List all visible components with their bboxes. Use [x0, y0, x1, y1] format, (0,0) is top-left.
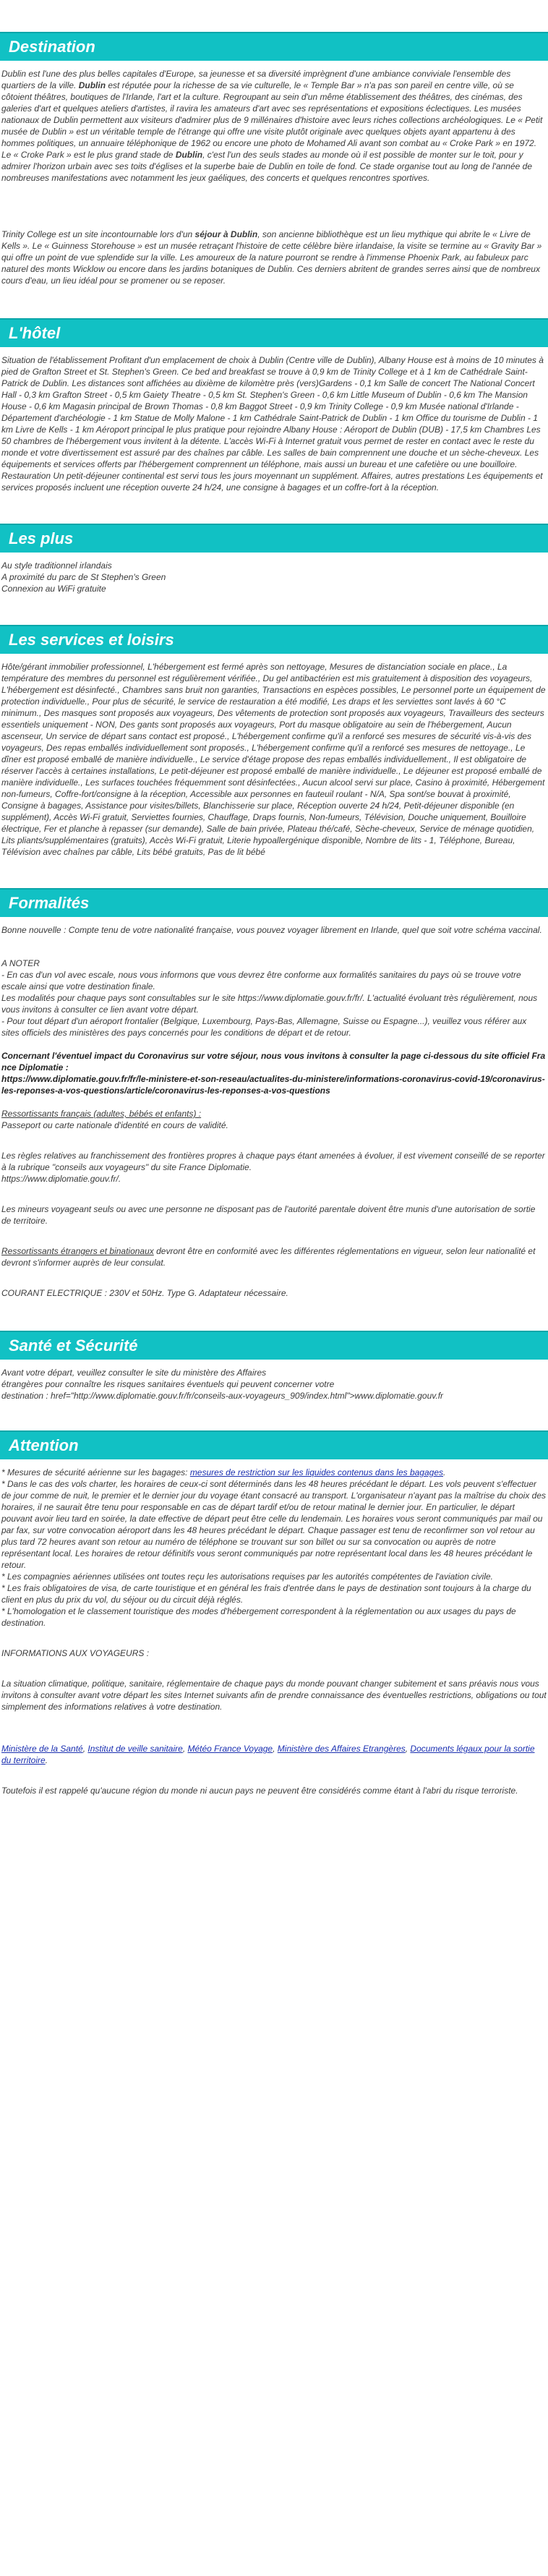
electric-current-text: COURANT ELECTRIQUE : 230V et 50Hz. Type G. Adaptateur nécessaire.: [1, 1288, 288, 1298]
formalites-heading: Formalités: [0, 888, 548, 917]
meteo-france-link[interactable]: Météo France Voyage: [187, 1744, 273, 1754]
health-ministry-link[interactable]: Ministère de la Santé: [1, 1744, 83, 1754]
destination-bold: Dublin: [175, 150, 203, 160]
info-voyageurs-label: INFORMATIONS AUX VOYAGEURS :: [1, 1648, 150, 1658]
plus-heading: Les plus: [0, 524, 548, 553]
attention-heading: Attention: [0, 1430, 548, 1459]
foreign-nationals-body: devront être en conformité avec les différentes réglementations en vigueur, selon leur nationalité et devront s'informer auprès de leur consulat.: [1, 1246, 536, 1268]
french-nationals-label: Ressortissants français (adultes, bébés et enfants) :: [1, 1109, 202, 1119]
attention-text-part: .: [443, 1467, 446, 1477]
destination-text-part: Dublin est l'une des plus belles capitales d'Europe, sa jeunesse et sa diversité imprègnent d'une ambiance conviviale l'ensemble des quartiers de la ville.: [1, 69, 511, 90]
terrorism-notice: Toutefois il est rappelé qu'aucune région du monde ni aucun pays ne peuvent être considérés comme étant à l'abri du risque terroriste.: [1, 1786, 518, 1796]
sante-heading: Santé et Sécurité: [0, 1331, 548, 1360]
destination-text-part: Trinity College est un site incontournable lors d'un: [1, 229, 195, 239]
info-voyageurs-text: La situation climatique, politique, sanitaire, réglementaire de chaque pays du monde pouvant changer subitement et sans préavis nous vous invitons à consulter avant votre départ les sites Internet suivants afin de prendre connaissance des éventuelles restrictions, obligations ou tout simplement des informations relatives à votre destination.: [1, 1679, 547, 1712]
formalites-intro: Bonne nouvelle : Compte tenu de votre nationalité française, vous pouvez voyager librement en Irlande, quel que soit votre schéma vaccinal.: [1, 925, 542, 935]
destination-text-part: , son ancienne bibliothèque est un lieu mythique qui abrite le « Livre de Kells ». Le « Guinness Storehouse » est un musée retraçant l'histoire de cette célèbre bière irlandaise, la visite se termine au « Gravity Bar » qui offre un point de vue splendide sur la ville. Les amoureux de la nature pourront se rendre à l'immense Phoenix Park, au fabuleux parc naturel des monts Wicklow ou encore dans les jardins botaniques de Dublin. Ces derniers abritent de grandes serres ainsi que de nombreux cours d'eau, un lieu idéal pour se promener ou se reposer.: [1, 229, 542, 286]
foreign-nationals-text: [0, 1245, 548, 1268]
foreign-affairs-link[interactable]: Ministère des Affaires Etrangères: [277, 1744, 406, 1754]
attention-line: * Les compagnies aériennes utilisées ont toutes reçu les autorisations requises par les autorités compétentes de l'aviation civile.: [1, 1571, 493, 1582]
attention-line: * Les frais obligatoires de visa, de carte touristique et en général les frais d'entrée dans le pays de destination sont toujours à la charge du client en plus du prix du vol, du séjour ou du circuit déjà réglés.: [1, 1583, 531, 1605]
destination-bold: séjour à Dublin: [194, 229, 258, 239]
destination-heading: Destination: [0, 32, 548, 61]
minors-text: Les mineurs voyageant seuls ou avec une personne ne disposant pas de l'autorité parentale doivent être munis d'une autorisation de sortie de territoire.: [1, 1204, 536, 1226]
official-links: Ministère de la Santé, Institut de veille sanitaire, Météo France Voyage, Ministère des Affaires Etrangères, Documents légaux pour la sortie du territoire.: [1, 1744, 535, 1765]
list-item: Au style traditionnel irlandais: [1, 560, 112, 571]
foreign-nationals-label: Ressortissants étrangers et binationaux: [1, 1246, 154, 1256]
liquids-restriction-link[interactable]: mesures de restriction sur les liquides contenus dans les bagages: [189, 1467, 444, 1477]
health-watch-link[interactable]: Institut de veille sanitaire: [87, 1744, 183, 1754]
list-item: A proximité du parc de St Stephen's Green: [1, 572, 166, 582]
destination-text-part: , c'est l'un des seuls stades au monde où il est possible de monter sur le toit, pour y admirer l'horizon urbain avec ses toits d'églises et la superbe baie de Dublin en toile de fond. Ce stade organise tout au long de l'année de nombreuses manifestations avec notamment les jeux gaéliques, des concerts et quelques rencontres sportives.: [1, 150, 533, 183]
attention-text-part: * Mesures de sécurité aérienne sur les bagages:: [1, 1467, 190, 1477]
anoter-text: - En cas d'un vol avec escale, nous vous informons que vous devrez être conforme aux formalités sanitaires du pays où se trouve votre escale ainsi que votre destination finale. Les modalités pour chaque pays sont consultables sur le site https://www.diplomatie.gouv.fr/fr/. L'actualité évoluant très régulièrement, nous vous invitons à consulter ce lien avant votre départ. - Pour tout départ d'un aéroport frontalier (Belgique, Luxembourg, Pays-Bas, Allemagne, Suisse ou Espagne...), veuillez vous référer aux sites officiels des ministères des pays concernés pour les conditions de départ et de retour.: [1, 970, 538, 1038]
coronavirus-notice: Concernant l'éventuel impact du Coronavirus sur votre séjour, nous vous invitons à consulter la page ci-dessous du site officiel France Diplomatie : https://www.diplomatie.gouv.fr/fr/le-ministere-et-son-reseau/actualites-du-ministere/informations-coronavirus-covid-19/coronavirus-les-reponses-a-vos-questions/article/coronavirus-les-reponses-a-vos-questions: [1, 1051, 546, 1096]
attention-line: * L'homologation et le classement touristique des modes d'hébergement correspondent à la réglementation ou aux usages du pays de destination.: [1, 1606, 516, 1628]
destination-bold: Dublin: [78, 80, 106, 90]
services-heading: Les services et loisirs: [0, 625, 548, 654]
plus-list: [0, 560, 548, 594]
hotel-text: Situation de l'établissement Profitant d'un emplacement de choix à Dublin (Centre ville de Dublin), Albany House est à moins de 10 minutes à pied de Grafton Street et St. Stephen's Green. Ce bed and breakfast se trouve à 0,9 km de Trinity College et à 1 km de Cathédrale Saint-Patrick de Dublin. Les distances sont affichées au dixième de kilomètre près (vers)Gardens - 0,1 km Salle de concert The National Concert Hall - 0,3 km Grafton Street - 0,5 km Gaiety Theatre - 0,5 km St. Stephen's Green - 0,6 km Little Museum of Dublin - 0,6 km The Mansion House - 0,6 km Magasin principal de Brown Thomas - 0,8 km Baggot Street - 0,9 km Trinity College - 0,9 km Musée national d'Irlande - Département d'archéologie - 1 km Statue de Molly Malone - 1 km Cathédrale Saint-Patrick de Dublin - 1 km Office du tourisme de Dublin - 1 km Livre de Kells - 1 km Aéroport principal le plus pratique pour rejoindre Albany House : Aéroport de Dublin (DUB) - 17,5 km Chambres Les 50 chambres de l'hébergement vous invitent à la détente. L'accès Wi-Fi à Internet gratuit vous permet de rester en contact avec le reste du monde et votre divertissement est assuré par des chaînes par câble. Les salles de bain comprennent une douche et un sèche-cheveux. Les équipements et services offerts par l'hébergement comprennent un téléphone, mais aussi un bureau et une cafetière ou une bouilloire. Restauration Un petit-déjeuner continental est servi tous les jours moyennant un supplément. Affaires, autres prestations Les équipements et services proposés incluent une réception ouverte 24 h/24, une consigne à bagages et un coffre-fort à la réception.: [1, 355, 544, 492]
services-text: Hôte/gérant immobilier professionnel, L'hébergement est fermé après son nettoyage, Mesures de distanciation sociale en place., La température des membres du personnel est régulièrement vérifiée., Du gel antibactérien est mis gratuitement à disposition des voyageurs, L'hébergement est désinfecté., Chambres sans bruit non garanties, Transactions en espèces possibles, Le personnel porte un équipement de protection individuelle., Pour plus de sécurité, le service de restauration a été modifié, Les draps et les serviettes sont lavés à 60 °C minimum., Des masques sont proposés aux voyageurs, Des vêtements de protection sont proposés aux voyageurs, Travailleurs des secteurs essentiels uniquement - NON, Des gants sont proposés aux voyageurs, Port du masque obligatoire au sein de l'hébergement, Aucun ascenseur, Un service de départ sans contact est proposé., L'hébergement confirme qu'il a renforcé ses mesures de sécurité vis-à-vis des voyageurs, Des repas emballés individuellement sont proposés., L'hébergement confirme qu'il a renforcé ses mesures de nettoyage., Le dîner est proposé emballé de manière individuelle., Le service d'étage propose des repas emballés individuellement., Il est obligatoire de réserver l'accès à certaines installations, Le petit-déjeuner est proposé emballé de manière individuelle., Le déjeuner est proposé emballé de manière individuelle., Les surfaces touchées fréquemment sont désinfectées., Aucun alcool servi sur place, Casino à proximité, Hébergement non-fumeurs, Coffre-fort/consigne à la réception, Accessible aux personnes en fauteuil roulant - N/A, Spa sont/se bouvat à proximité, Consigne à bagages, Assistance pour visites/billets, Blanchisserie sur place, Réception ouverte 24 h/24, Petit-déjeuner disponible (en supplément), Accès Wi-Fi gratuit, Serviettes fournies, Chauffage, Draps fournis, Non-fumeurs, Télévision, Douche uniquement, Bouilloire électrique, Fer et planche à repasser (sur demande), Salle de bain privée, Plateau thé/café, Sèche-cheveux, Service de ménage quotidien, Lits pliants/supplémentaires (gratuits), Accès Wi-Fi gratuit, Literie hypoallergénique disponible, Nombre de lits - 1, Téléphone, Bureau, Télévision avec chaînes par câble, Lits bébé gratuits, Pas de lit bébé: [1, 662, 546, 857]
legal-documents-link[interactable]: Documents légaux pour la sortie du territoire: [1, 1744, 535, 1765]
attention-line: * Dans le cas des vols charter, les horaires de ceux-ci sont déterminés dans les 48 heures précédant le départ. Les vols peuvent s'effectuer de jour comme de nuit, le premier et le dernier jour du voyage étant consacré au transport. L'organisateur n'ayant pas la maîtrise du choix des horaires, il ne saurait être tenu pour responsable en cas de départ tardif et/ou de retour matinal le dernier jour. En particulier, le départ pouvant avoir lieu tard en soirée, la date effective de départ peut être celle du lendemain. Les horaires vous seront communiqués par mail ou par fax, sur votre convocation aéroport dans les 48 heures précédant le départ. Chaque passager est tenu de reconfirmer son vol retour au plus tard 72 heures avant son retour au numéro de téléphone se trouvant sur son billet ou sur sa convocation ou auprès de notre représentant local. Les horaires de retour définitifs vous seront communiqués par notre représentant local dans les 48 heures précédant le retour.: [1, 1479, 546, 1570]
destination-text: [0, 68, 548, 184]
border-rules-text: Les règles relatives au franchissement des frontières propres à chaque pays étant amenées à évoluer, il est vivement conseillé de se reporter à la rubrique "conseils aux voyageurs" du site France Diplomatie. https://www.diplomatie.gouv.fr/.: [1, 1151, 545, 1184]
attention-line: [0, 1467, 548, 1478]
hotel-heading: L'hôtel: [0, 318, 548, 347]
destination-text-part: est réputée pour la richesse de sa vie culturelle, le « Temple Bar » n'a pas son pareil en centre ville, où se côtoient théâtres, boutiques de l'Irlande, l'art et la culture. Regroupant au sein d'un même établissement des théâtres, des cinémas, des galeries d'art et quelques ateliers d'artistes, il ravira les amateurs d'art avec ses représentations et expositions éclectiques. Les musées nationaux de Dublin permettent aux visiteurs d'admirer plus de 9 millénaires d'histoire avec leurs riches collections archéologiques. Le « Petit musée de Dublin » est un véritable temple de l'étrange qui offre une visite plutôt originale avec quelques objets ayant appartenu à des hommes politiques, un annuaire téléphonique de 1962 ou encore une photo de Mohamed Ali avant son combat au « Croke Park » en 1972. Le « Croke Park » est le plus grand stade de: [1, 80, 543, 160]
sante-text: Avant votre départ, veuillez consulter le site du ministère des Affaires étrangères pour connaître les risques sanitaires éventuels qui peuvent concerner votre destination : href="http://www.diplomatie.gouv.fr/fr/conseils-aux-voyageurs_909/index.html">www.diplomatie.gouv.fr: [1, 1368, 444, 1401]
destination-text-2: [0, 229, 548, 286]
french-nationals-text: Passeport ou carte nationale d'identité en cours de validité.: [1, 1120, 228, 1130]
list-item: Connexion au WiFi gratuite: [1, 584, 106, 594]
anoter-label: A NOTER: [1, 958, 40, 968]
